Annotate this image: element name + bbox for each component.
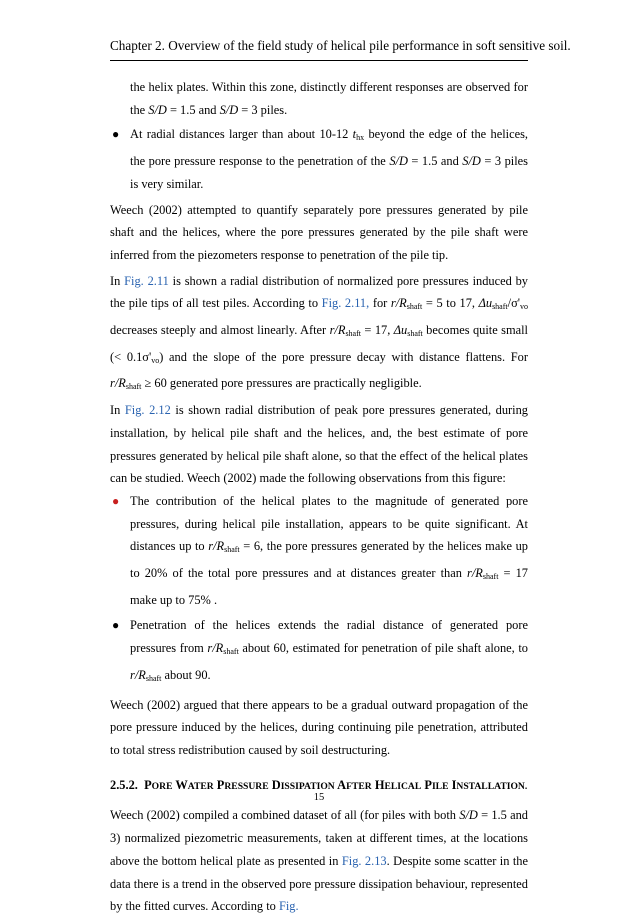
header-rule [110,60,528,61]
figure-link[interactable]: Fig. 2.11, [321,296,370,311]
bullet-icon: ● [112,127,120,142]
bullet-icon: ● [112,493,120,508]
running-header: Chapter 2. Overview of the field study of helical pile performance in soft sensitive soil. [110,38,571,53]
continued-bullet-text: the helix plates. Within this zone, distinctly different responses are observed for the S/D = 1.5 and S/D = 3 piles. [130,80,528,117]
figure-link[interactable]: Fig. 2.11 [124,273,169,288]
figure-link[interactable]: Fig. [278,899,299,914]
list-item: ● The contribution of the helical plates to the magnitude of generated pore pressures, during helical pile installation, appears to be quite significant. At distances up to $r/R_{shaft} = 6$, the pore pressures generated by the helices make up to 20% of the total pore pressures and at distances greater than $r/R_{shaft} = 17$ make up to 75% . [110,490,528,612]
paragraph: Weech (2002) attempted to quantify separately pore pressures generated by pile shaft and the helices, where the pore pressures generated by the pile shaft were inferred from the piezometers response to penetration of the pile tip. [110,202,528,262]
figure-link[interactable]: Fig. 2.13 [341,853,387,868]
page-number: 15 [313,792,325,803]
list-item: ● At radial distances larger than about 10-12 $t_{hx}$ beyond the edge of the helices, the pore pressure response to the penetration of the S/D = 1.5 and S/D = 3 piles is very similar. [110,123,528,195]
list-item: ● Penetration of the helices extends the radial distance of generated pore pressures from $r/R_{shaft}$ about 60, estimated for penetration of pile shaft alone, to $r/R_{shaft}$ about 90. [110,614,528,690]
bullet-icon: ● [112,618,120,633]
paragraph: Weech (2002) compiled a combined dataset of all (for piles with both S/D = 1.5 and 3) normalized piezometric measurements, taken at different times, at the locations above the bottom helical plate as presented in Fig. 2.13. Despite some scatter in the data there is a trend in the observed pore pressure dissipation behaviour, represented by the fitted curves. According to Fig. [110,808,528,914]
section-heading: 2.5.2. PORE WATER PRESSURE DISSIPATION AFTER HELICAL PILE INSTALLATION. [110,777,528,792]
paragraph: In Fig. 2.11 is shown a radial distribution of normalized pore pressures induced by the pile tips of all test piles. According to Fig. 2.11, for $r/R_{shaft} = 5$ to 17, $\Delta u_{shaft}/\sigma'_{vo}$ decreases steeply and almost linearly. After $r/R_{shaft} = 17$, $\Delta u_{shaft}$ becomes quite small (< $0.1\sigma'_{vo}$) and the slope of the pore pressure decay with distance flattens. For $r/R_{shaft} \ge 60$ generated pore pressures are practically negligible. [110,273,528,392]
figure-link[interactable]: Fig. 2.12 [124,403,171,418]
paragraph: In Fig. 2.12 is shown radial distribution of peak pore pressures generated, during installation, by helical pile shaft and the helices, and, the best estimate of pore pressures generated by helical pile shaft alone, so that the effect of the helical plates can be studied. Weech (2002) made the following observations from this figure: [110,403,528,486]
paragraph: Weech (2002) argued that there appears to be a gradual outward propagation of the pore pressure induced by the helices, during continuing pile penetration, attributed to total stress redistribution caused by soil destructuring. [110,697,528,757]
